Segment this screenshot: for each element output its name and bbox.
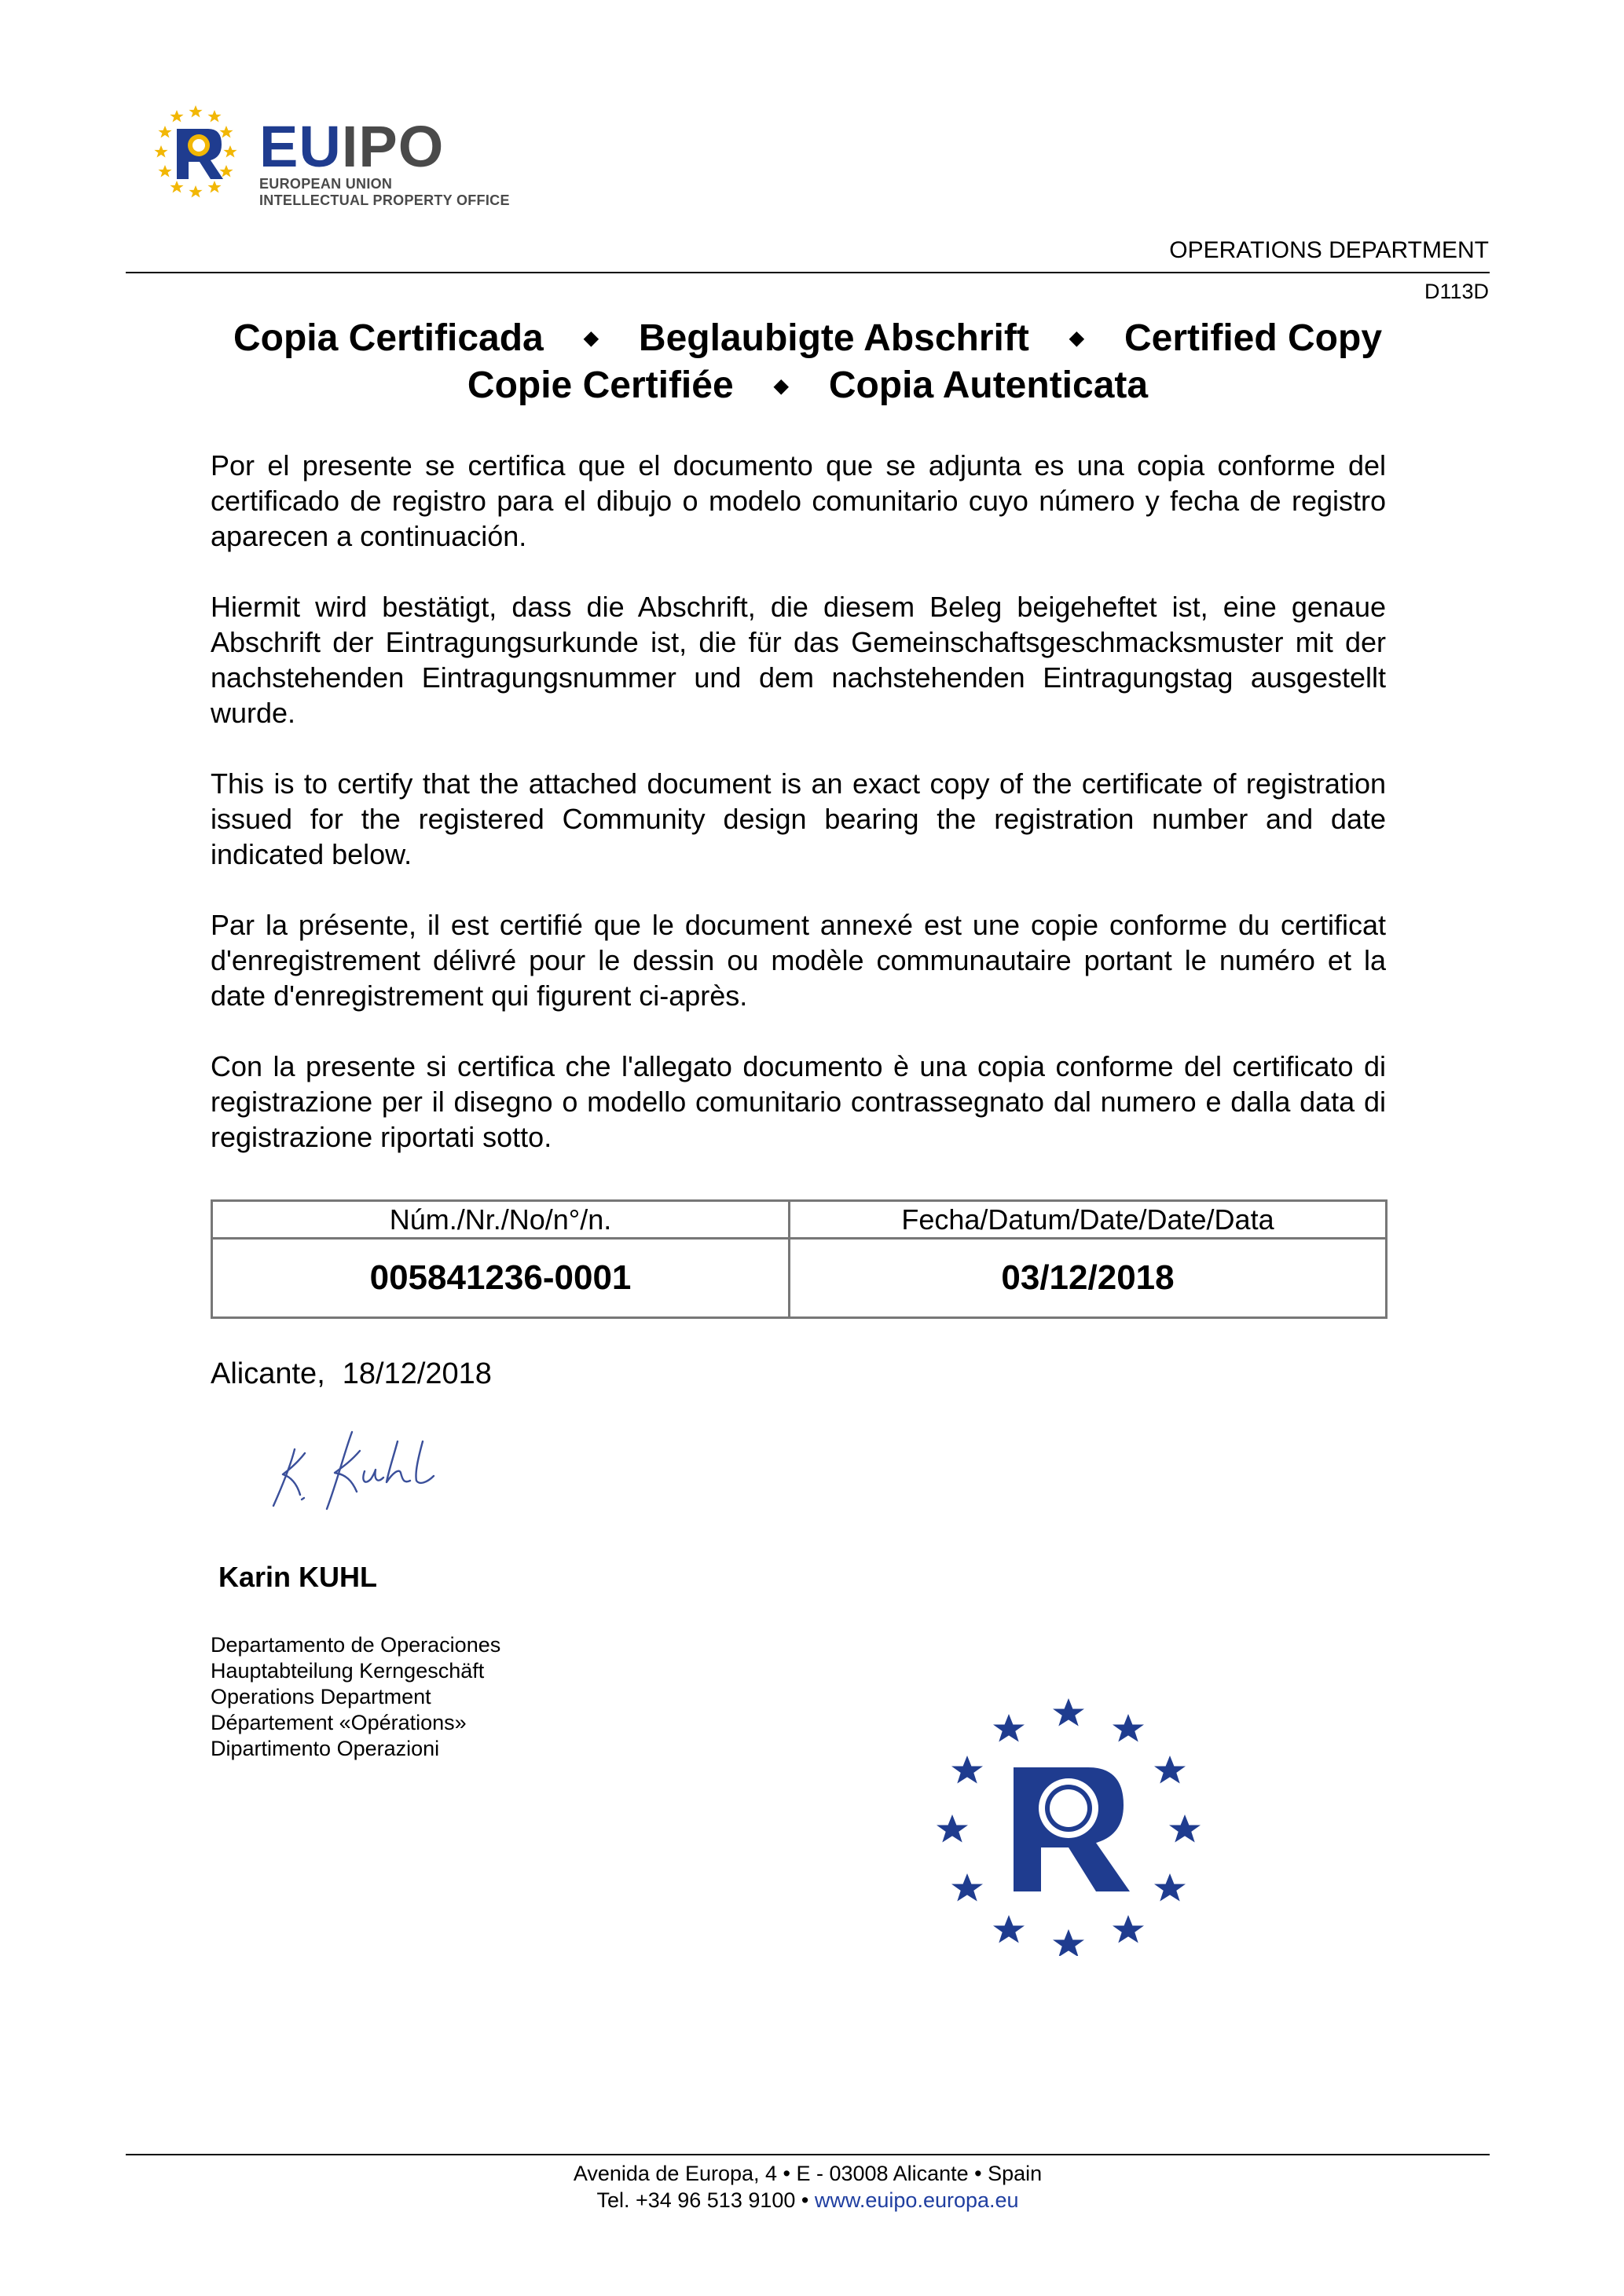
logo-subtitle-line2: INTELLECTUAL PROPERTY OFFICE	[259, 192, 510, 208]
emblem-star	[1113, 1714, 1144, 1742]
paragraph-de: Hiermit wird bestätigt, dass die Abschrift, die diesem Beleg beigeheftet ist, eine genaue Abschrift der Eintragungsurkunde ist, die für das Gemeinschaftsgeschmacksmuster mit der nachstehenden Eintragungsnummer und dem nachstehenden Eintragungstag ausgestellt wurde.	[211, 591, 1386, 729]
registration-date: 03/12/2018	[1001, 1258, 1175, 1297]
emblem-star	[1154, 1756, 1186, 1784]
table-header-number: Núm./Nr./No/n°/n.	[213, 1202, 790, 1240]
registration-number: 005841236-0001	[213, 1240, 790, 1316]
emblem-star	[937, 1814, 968, 1843]
department-it: Dipartimento Operazioni	[211, 1737, 440, 1760]
document-code: D113D	[1424, 280, 1489, 303]
logo-star	[158, 165, 171, 178]
logo-r-mark	[177, 129, 223, 179]
title-separator: ◆	[774, 375, 789, 397]
place-and-date	[211, 1357, 492, 1391]
logo-star	[219, 165, 233, 178]
logo-star	[189, 185, 202, 198]
emblem-star	[993, 1915, 1025, 1943]
logo-word-eu: EU	[259, 114, 342, 179]
logo-star	[219, 126, 233, 138]
logo-word-ipo: IPO	[341, 114, 445, 179]
handwritten-signature	[259, 1418, 464, 1524]
footer-divider	[126, 2154, 1490, 2155]
title-line-2	[126, 363, 1490, 410]
euipo-emblem-seal	[935, 1689, 1202, 1956]
website-link[interactable]: www.euipo.europa.eu	[814, 2188, 1019, 2212]
footer-phone: Tel. +34 96 513 9100 •	[596, 2188, 815, 2212]
logo-star	[154, 145, 167, 158]
logo-wordmark	[259, 114, 510, 209]
signing-date: 18/12/2018	[342, 1357, 492, 1390]
emblem-star	[1053, 1929, 1084, 1956]
title-es: Copia Certificada	[233, 317, 544, 359]
document-title	[126, 316, 1490, 411]
paragraph-it: Con la presente si certifica che l'allegato documento è una copia conforme del certificato di registrazione per il disegno o modello comunitario contrassegnato dal numero e dalla data di registrazione riportati sotto.	[211, 1050, 1386, 1153]
department-names	[211, 1632, 500, 1762]
signer-name: Karin KUHL	[218, 1561, 378, 1593]
table-header-date: Fecha/Datum/Date/Date/Data	[790, 1202, 1385, 1240]
emblem-star	[1113, 1915, 1144, 1943]
emblem-star	[1169, 1814, 1201, 1843]
logo-subtitle-line1: EUROPEAN UNION	[259, 176, 393, 192]
title-line-1	[126, 316, 1490, 363]
footer-contact-line	[126, 2187, 1490, 2214]
logo-star	[207, 110, 221, 123]
signing-place: Alicante,	[211, 1357, 325, 1390]
logo-star	[170, 181, 183, 193]
department-heading: OPERATIONS DEPARTMENT	[1169, 237, 1489, 263]
paragraph-es: Por el presente se certifica que el documento que se adjunta es una copia conforme del certificado de registro para el dibujo o modelo comunitario cuyo número y fecha de registro aparecen a continuación.	[211, 449, 1386, 552]
emblem-star	[1053, 1698, 1084, 1727]
logo-star	[189, 105, 202, 118]
emblem-star	[993, 1714, 1025, 1742]
title-it: Copia Autenticata	[828, 364, 1149, 407]
header-divider	[126, 272, 1490, 273]
title-separator: ◆	[1069, 328, 1084, 350]
paragraph-fr: Par la présente, il est certifié que le document annexé est une copie conforme du certificat d'enregistrement délivré pour le dessin ou modèle communautaire portant le numéro et la date d'enregistrement qui figurent ci-après.	[211, 909, 1386, 1012]
footer-address	[126, 2160, 1490, 2214]
registration-table	[211, 1199, 1388, 1319]
department-es: Departamento de Operaciones	[211, 1633, 501, 1657]
department-de: Hauptabteilung Kerngeschäft	[211, 1659, 485, 1683]
title-de: Beglaubigte Abschrift	[638, 317, 1029, 359]
certification-text	[211, 448, 1386, 1190]
paragraph-en: This is to certify that the attached document is an exact copy of the certificate of registration issued for the registered Community design bearing the registration number and date indicated below.	[211, 767, 1386, 870]
footer-address-line: Avenida de Europa, 4 • E - 03008 Alicante • Spain	[573, 2162, 1043, 2185]
emblem-r-mark	[1014, 1767, 1130, 1891]
logo-star	[170, 110, 183, 123]
title-separator: ◆	[584, 328, 599, 350]
logo-star	[158, 126, 171, 138]
logo-star	[223, 145, 236, 158]
emblem-star	[1154, 1873, 1186, 1902]
title-fr: Copie Certifiée	[467, 364, 734, 407]
department-fr: Département «Opérations»	[211, 1711, 467, 1734]
emblem-star	[951, 1756, 983, 1784]
emblem-star	[951, 1873, 983, 1902]
department-en: Operations Department	[211, 1685, 431, 1708]
title-en: Certified Copy	[1124, 317, 1383, 359]
logo-star	[207, 181, 221, 193]
